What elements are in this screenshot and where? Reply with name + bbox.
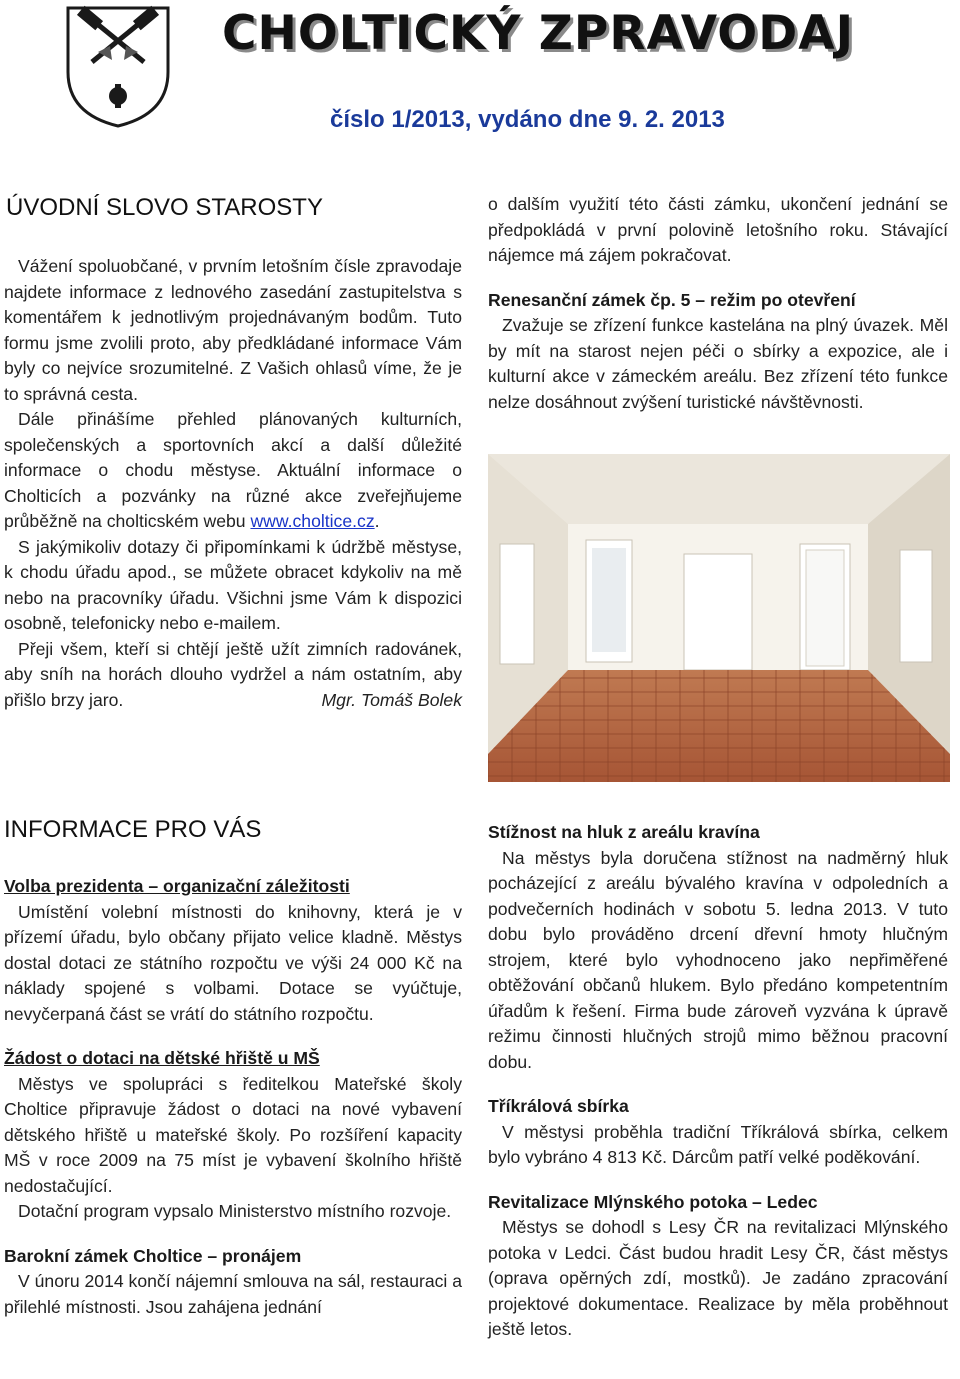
body-text: V tuto dobu bylo prováděno drcení dřevní hmoty hlučným strojem, které bylo vyhodnoceno jako nepřiměřené obtěžování občanů hlukem. (488, 898, 948, 995)
potok-paragraph (488, 1215, 948, 1343)
body-text: Po rozšíření kapacity MŠ v roce 2009 na 75 míst je vybavení školního hřiště nedostačující. (4, 1124, 462, 1196)
body-text: Stávající nájemce má zájem pokračovat. (488, 219, 948, 265)
signature: Mgr. Tomáš Bolek (321, 689, 462, 710)
stiznost-paragraph (488, 846, 948, 1076)
intro-text: Dále přinášíme přehled plánovaných kulturních, společenských a sportovních akcí a další důležité informace o chodu městyse. (4, 409, 462, 480)
intro-paragraph-2 (4, 407, 462, 535)
intro-text: . (374, 511, 380, 531)
intro-column (4, 254, 462, 713)
body-text: o dalším využití této části zámku, ukončení jednání se předpokládá v první polovině letošního roku. (488, 194, 948, 240)
body-text: Městys ve spolupráci s ředitelkou Mateřské školy Choltice připravuje žádost o dotaci na nové vybavení dětského hřiště u mateřské školy. (4, 1073, 462, 1145)
body-text: Bez zřízení této funkce nelze dosáhnout zvýšení turistické návštěvnosti. (488, 366, 949, 412)
intro-text: Přeji všem, kteří si chtějí ještě užít zimních radovánek, aby sníh na horách dlouho vydržel a nám ostatním, aby přišlo brzy jaro. (4, 638, 462, 710)
intro-text: Vážení spoluobčané, v prvním letošním čísle zpravodaje najdete informace z lednového zasedání zastupitelstva s komentářem k jednotlivým projednávaným bodům. (4, 256, 462, 327)
intro-paragraph-4 (4, 637, 462, 714)
body-text: Dárcům patří velké poděkování. (671, 1147, 921, 1167)
body-text: Na městys byla doručena stížnost na nadměrný hluk pocházející z areálu bývalého kravína v odpoledních a podvečerních hodinách v sobotu 5. ledna 2013. (488, 847, 948, 919)
issue-line: číslo 1/2013, vydáno dne 9. 2. 2013 (330, 106, 725, 133)
castle-room-image (488, 454, 950, 782)
masthead-title: CHOLTICKÝ ZPRAVODAJ (222, 6, 855, 61)
intro-text: Všichni jsme Vám k dispozici osobně, telefonicky nebo e-mailem. (4, 587, 463, 633)
zamek-continued (488, 192, 948, 269)
volba-paragraph (4, 900, 462, 1028)
sbirka-heading: Tříkrálová sbírka (488, 1096, 629, 1116)
body-text: Dotace se vyúčtuje, nevyčerpaná část se vrátí do státního rozpočtu. (4, 978, 462, 1024)
intro-text: S jakýmikoliv dotazy či připomínkami k údržbě městyse, k chodu úřadu apod. (4, 536, 462, 582)
body-text: Bylo předáno kompetentním úřadům k řešení. (488, 975, 948, 1021)
website-link[interactable]: www.choltice.cz (250, 511, 375, 531)
intro-paragraph-3 (4, 535, 462, 637)
hriste-paragraph-1 (4, 1072, 462, 1200)
hriste-heading: Žádost o dotaci na dětské hřiště u MŠ (4, 1048, 320, 1068)
info-left-column (4, 874, 462, 1320)
stiznost-heading: Stížnost na hluk z areálu kravína (488, 822, 760, 842)
body-text: Městys se dohodl s Lesy ČR na revitalizaci Mlýnského potoka v Ledci. (488, 1217, 948, 1263)
intro-text: Aktuální informace o Cholticích a pozvánky na různé akce zveřejňujeme průběžně na cholticském webu (4, 460, 462, 531)
intro-text: Z Vašich ohlasů víme, že je to správná cesta. (4, 358, 463, 404)
body-text: V únoru 2014 končí nájemní smlouva na sál, restauraci a přilehlé místnosti. (4, 1271, 463, 1317)
info-right-column (488, 820, 948, 1343)
sbirka-paragraph (488, 1120, 948, 1171)
body-text: Realizace by měla proběhnout ještě letos. (488, 1293, 948, 1339)
body-text: Jsou zahájena jednání (145, 1296, 322, 1317)
body-text: V městysi proběhla tradiční Tříkrálová sbírka, celkem bylo vybráno 4 813 Kč. (488, 1121, 948, 1167)
intro-text: , se můžete obracet kdykoliv na mě nebo na pracovníky úřadu. (4, 562, 462, 608)
body-text: Je zadáno zpracování projektové dokumentace. (488, 1268, 948, 1314)
hriste-paragraph-2: Dotační program vypsalo Ministerstvo místního rozvoje. (18, 1201, 452, 1221)
right-top-column (488, 192, 948, 415)
coat-of-arms-logo (62, 2, 174, 130)
intro-paragraph-1 (4, 254, 462, 407)
intro-heading: ÚVODNÍ SLOVO STAROSTY (6, 194, 323, 221)
body-text: Část budou hradit Lesy ČR, část městys (oprava opěrných zdí, mostků). (488, 1242, 949, 1288)
coat-of-arms-icon (62, 2, 174, 130)
body-text: Zvažuje se zřízení funkce kastelána na plný úvazek. Měl by mít na starost nejen péči o sbírky a expozice, ale i kulturní akce v zámeckém areálu. (488, 315, 948, 386)
volba-heading: Volba prezidenta – organizační záležitosti (4, 876, 350, 896)
castle-room-photo (488, 454, 950, 782)
intro-text: Tuto formu jsme zvolili proto, aby předkládané informace Vám byly co nejvíce srozumitelné. (4, 307, 462, 378)
renesance-paragraph (488, 313, 948, 415)
renesance-heading: Renesanční zámek čp. 5 – režim po otevření (488, 289, 856, 310)
body-text: Umístění volební místnosti do knihovny, která je v přízemí úřadu, bylo občany přijato velice kladně. (4, 901, 462, 947)
body-text: Městys dostal dotaci ze státního rozpočtu ve výši 24 000 Kč na náklady spojené s volbami. (4, 927, 463, 998)
info-heading: INFORMACE PRO VÁS (4, 816, 262, 843)
body-text: Firma bude zároveň vyzvána k úpravě režimu činnosti hlučných strojů mimo běžnou pracovní dobu. (488, 1000, 949, 1072)
potok-heading: Revitalizace Mlýnského potoka – Ledec (488, 1191, 818, 1212)
zamek-paragraph (4, 1269, 462, 1320)
zamek-heading: Barokní zámek Choltice – pronájem (4, 1245, 302, 1266)
